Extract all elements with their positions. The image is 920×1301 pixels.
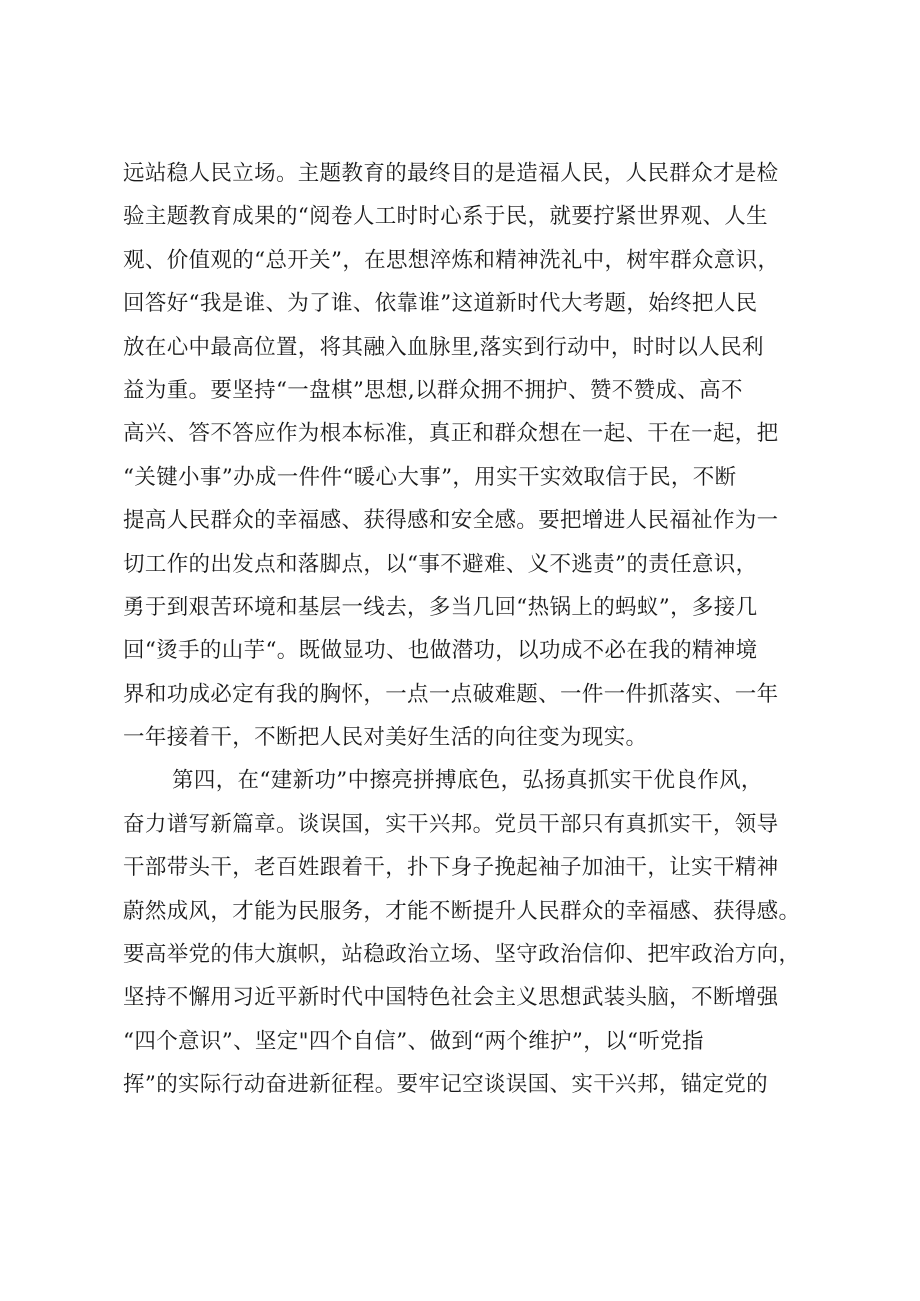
text-line: 验主题教育成果的“阅卷人工时时心系于民，就要拧紧世界观、人生 bbox=[123, 204, 768, 230]
paragraph-start-line: 第四，在“建新功”中擦亮拼搏底色，弘扬真抓实干优良作风， bbox=[172, 768, 763, 794]
text-line: 观、价值观的“总开关”，在思想淬炼和精神洗礼中，树牢群众意识， bbox=[123, 247, 780, 273]
text-line: 蔚然成风，才能为民服务，才能不断提升人民群众的幸福感、获得感。 bbox=[123, 898, 801, 924]
text-line: 要高举党的伟大旗帜，站稳政治立场、坚守政治信仰、把牢政治方向， bbox=[123, 942, 801, 968]
text-line: 回“烫手的山芋“。既做显功、也做潜功，以功成不必在我的精神境 bbox=[123, 638, 758, 664]
text-line: 远站稳人民立场。主题教育的最终目的是造福人民，人民群众才是检 bbox=[123, 161, 779, 186]
text-line: “四个意识”、坚定"四个自信”、做到“两个维护”，以“听党指 bbox=[123, 1028, 704, 1054]
text-line: 挥”的实际行动奋进新征程。要牢记空谈误国、实干兴邦，锚定党的 bbox=[123, 1072, 768, 1098]
text-line: “关键小事”办成一件件“暖心大事”，用实干实效取信于民，不断 bbox=[123, 464, 737, 490]
body-text bbox=[123, 152, 820, 1107]
text-line: 干部带头干，老百姓跟着干，扑下身子挽起袖子加油干，让实干精神 bbox=[123, 855, 779, 881]
text-line: 界和功成必定有我的胸怀，一点一点破难题、一件一件抓落实、一年 bbox=[123, 681, 779, 707]
text-line: 高兴、答不答应作为根本标准，真正和群众想在一起、干在一起，把 bbox=[123, 421, 779, 447]
text-line: 勇于到艰苦环境和基层一线去，多当几回“热锅上的蚂蚁”，多接几 bbox=[123, 594, 758, 620]
text-line: 切工作的出发点和落脚点，以“事不避难、义不逃责”的责任意识， bbox=[123, 551, 758, 577]
text-line: 坚持不懈用习近平新时代中国特色社会主义思想武装头脑，不断增强 bbox=[123, 985, 779, 1011]
text-line: 放在心中最高位置，将其融入血脉里,落实到行动中，时时以人民利 bbox=[123, 334, 764, 360]
text-line: 提高人民群众的幸福感、获得感和安全感。要把增进人民福祉作为一 bbox=[123, 508, 779, 534]
text-line: 奋力谱写新篇章。谈误国，实干兴邦。党员干部只有真抓实干，领导 bbox=[123, 811, 779, 837]
text-line: 回答好“我是谁、为了谁、依靠谁”这道新时代大考题，始终把人民 bbox=[123, 291, 758, 317]
text-line: 益为重。要坚持“一盘棋”思想,以群众拥不拥护、赞不赞成、高不 bbox=[123, 377, 743, 403]
text-line: 一年接着干，不断把人民对美好生活的向往变为现实。 bbox=[123, 725, 648, 751]
